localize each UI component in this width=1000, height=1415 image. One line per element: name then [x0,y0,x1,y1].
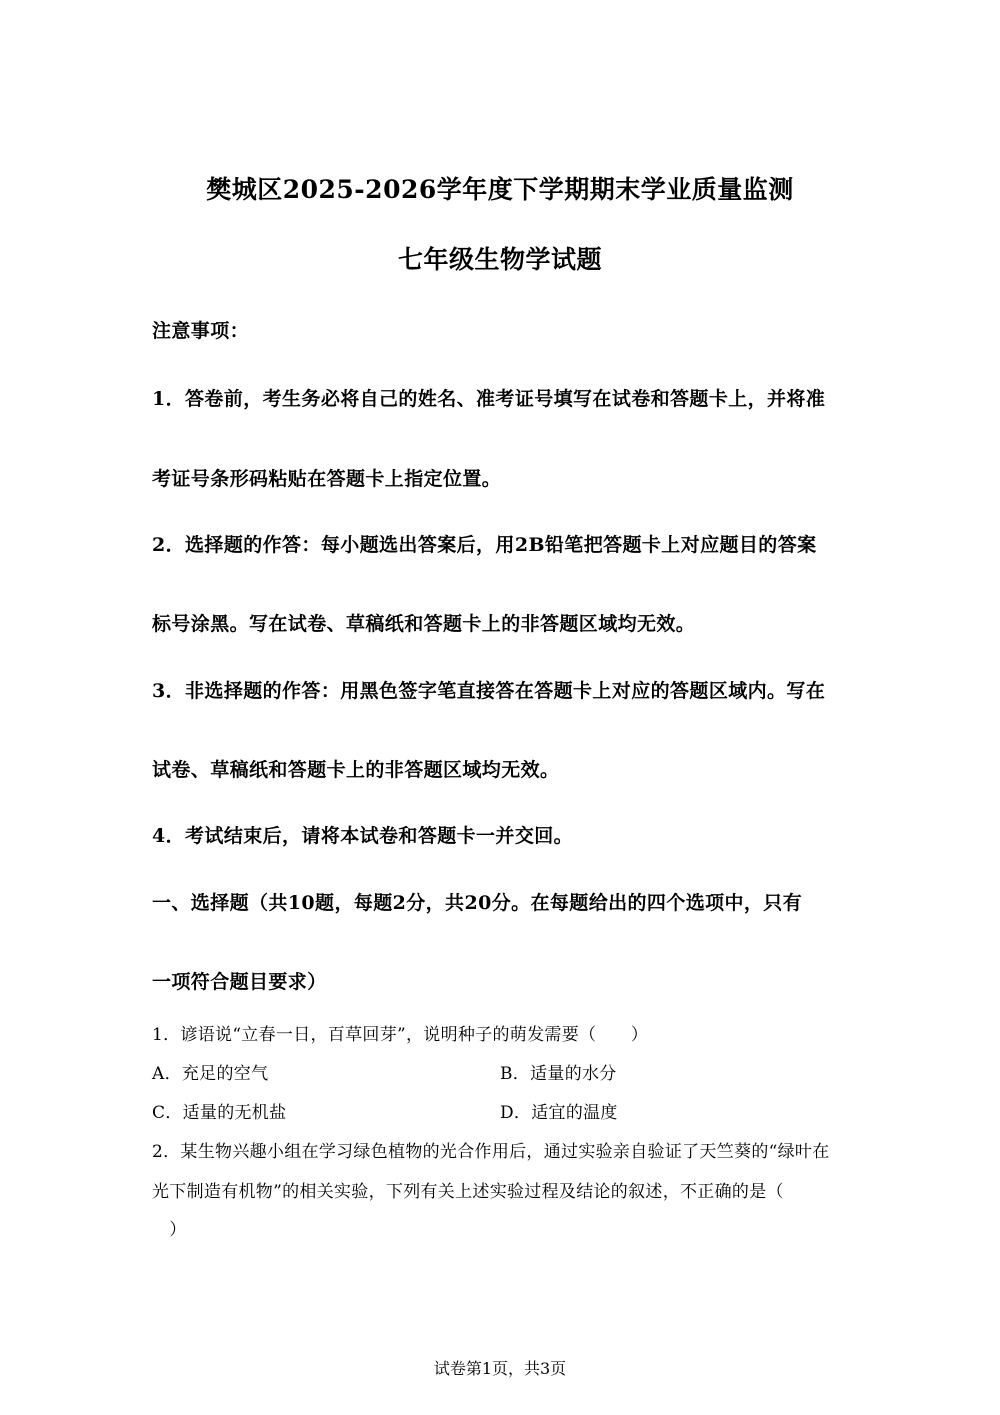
notice-heading: 注意事项： [152,320,250,342]
notice-line: 考证号条形码粘贴在答题卡上指定位置。 [152,468,502,490]
notice-line: 3．非选择题的作答：用黑色签字笔直接答在答题卡上对应的答题区域内。写在 [152,680,826,702]
page-footer: 试卷第1页，共3页 [433,1359,567,1378]
question-2-stem: 光下制造有机物”的相关实验，下列有关上述实验过程及结论的叙述，不正确的是（ [152,1182,784,1202]
notice-line: 2．选择题的作答：每小题选出答案后，用2B铅笔把答题卡上对应题目的答案 [152,534,817,556]
notice-line: 标号涂黑。写在试卷、草稿纸和答题卡上的非答题区域均无效。 [152,613,696,635]
question-1-option-b: B．适量的水分 [500,1064,617,1084]
question-1-option-a: A．充足的空气 [152,1064,269,1084]
section-heading: 一项符合题目要求） [152,971,327,993]
question-2-stem: 2．某生物兴趣小组在学习绿色植物的光合作用后，通过实验亲自验证了天竺葵的“绿叶在 [152,1142,830,1162]
notice-line: 1．答卷前，考生务必将自己的姓名、准考证号填写在试卷和答题卡上，并将准 [152,388,826,410]
question-2-stem: ） [152,1220,187,1240]
exam-subtitle: 七年级生物学试题 [397,245,602,274]
notice-line: 4．考试结束后，请将本试卷和答题卡一并交回。 [152,825,574,847]
notice-line: 试卷、草稿纸和答题卡上的非答题区域均无效。 [152,759,560,781]
question-1-stem: 1．谚语说“立春一日，百草回芽”，说明种子的萌发需要（ ） [152,1025,649,1045]
exam-title: 樊城区2025-2026学年度下学期期末学业质量监测 [206,175,794,204]
question-1-option-d: D．适宜的温度 [500,1103,618,1123]
question-1-option-c: C．适量的无机盐 [152,1103,287,1123]
section-heading: 一、选择题（共10题，每题2分，共20分。在每题给出的四个选项中，只有 [152,892,803,914]
